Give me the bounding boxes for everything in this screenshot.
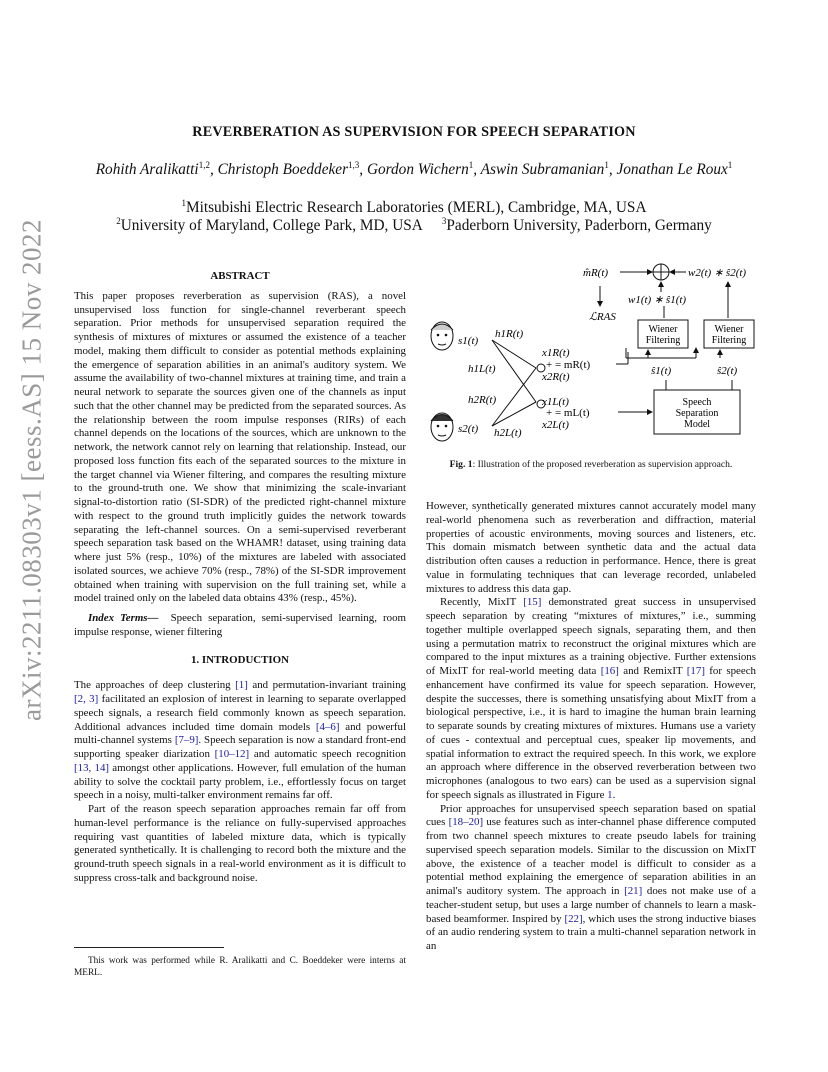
author-affil-sup: 1,3 (348, 160, 360, 170)
svg-text:Wiener: Wiener (648, 324, 678, 335)
label-h1L: h1L(t) (468, 363, 496, 375)
affil-sup: 3 (441, 216, 447, 226)
right-paragraph-2: Recently, MixIT [15] demonstrated great success in unsupervised speech separation by creating “mixtures of mixtures,” i.e., summing together multiple overlapped speech signals, separating them, and then using a permutation matrix to reconstruct the original mixtures which are compared to the input mixtures as a training objective. Further extensions of MixIT for real-world meeting data [16] and RemixIT [17] for speech enhancement have confirmed its value for speech separation. However, despite the successes, there is something unsatisfying about MixIT from a biological perspective, i.e., it is hard to imagine the human brain learning to separate sounds by creating mixtures of mixtures. Humans use a variety of cues - contextual and perceptual cues, speaker lip movements, and spatial information to extract the required speech. In this work, we explore an approach where difference in the observed reverberation between two microphones (analogous to two ears) can be used as a supervision signal for speech signals as illustrated in Figure 1. (426, 596, 756, 801)
author-name: Gordon Wichern (366, 161, 469, 179)
intro-heading: 1. INTRODUCTION (190, 653, 290, 666)
affiliation: Mitsubishi Electric Research Laboratories (MERL), Cambridge, MA, USA (185, 199, 647, 217)
affiliation-line-2 (0, 216, 828, 235)
affil-sup: 1 (181, 198, 186, 208)
label-w2s2: w2(t) ∗ ŝ2(t) (688, 267, 747, 279)
svg-text:Wiener: Wiener (714, 324, 744, 335)
footnote-rule (74, 947, 224, 948)
citation-link[interactable]: [17] (686, 665, 705, 677)
label-mhat-r: m̂R(t) (583, 267, 609, 279)
figure-1-diagram (420, 262, 765, 452)
citation-link[interactable]: [15] (523, 596, 542, 609)
author-list: Rohith Aralikatti$^{1,2}$, Christoph Boeddeker$^{1,3}$, Gordon Wichern$^1$, Aswin Subramanian$^1$, Jonathan Le Roux$^1$ (95, 160, 733, 179)
citation-link[interactable]: [22] (564, 912, 583, 925)
label-w1s1: w1(t) ∗ ŝ1(t) (628, 294, 687, 306)
intro-paragraph-2: Part of the reason speech separation approaches remain far off from human-level performance is the reliance on fully-supervised approaches requiring vast quantities of labeled mixture data, which is typically generated synthetically. It is challenging to record both the mixture and the ground-truth speech signals in a real-world environment as it is difficult to suppress cross-talk and background noise. (74, 803, 406, 884)
label-h2L: h2L(t) (494, 427, 522, 439)
label-h2R: h2R(t) (468, 394, 497, 406)
index-terms-text: Speech separation, semi-supervised learning, room impulse response, wiener filtering (74, 612, 406, 638)
citation-link[interactable]: [4–6] (315, 720, 340, 733)
affiliation: Paderborn University, Paderborn, Germany (446, 217, 712, 235)
label-s1: s1(t) (458, 335, 479, 347)
svg-text:Filtering: Filtering (645, 335, 681, 346)
label-mL-eq: + = mL(t) (546, 407, 590, 419)
svg-text:Model: Model (683, 419, 711, 430)
right-paragraph-3: Prior approaches for unsupervised speech separation based on spatial cues [18–20] use features such as inter-channel phase difference computed from two channel speech mixtures to create pseudo labels for training supervised speech separation models. Similar to the discussion on MixIT above, the existence of a teacher model is difficult to consider as a potential method explaining the emergence of separation abilities in an animal's auditory system. The approach in [21] does not make use of a teacher-student setup, but uses a large number of channels to learn a mask-based beamformer. Inspired by [22], which uses the strong inductive biases of an audio rendering system to train a multi-channel separation network in an (426, 802, 757, 952)
index-terms-label: Index Terms— (88, 612, 159, 624)
citation-link[interactable]: [10–12] (214, 748, 250, 760)
abstract-text: This paper proposes reverberation as supervision (RAS), a novel unsupervised loss function for single-channel reverberant speech separation. Prior methods for unsupervised separation required the synthesis of mixtures of mixtures or assumed the existence of a teacher model, making them difficult to consider as potential methods explaining the emergence of separation abilities in an animal's auditory system. We assume the availability of two-channel mixtures at training time, and train a neural network to separate the sources given one of the channels as input such that the other channel may be predicted from the separated sources. As the relationship between the room impulse responses (RIRs) of each channel depends on the locations of the sources, which are unknown to the network, the network cannot rely on learning that relationship. Instead, our proposed loss function fits each of the separated sources to the mixture in the target channel via Wiener filtering, and compares the resulting mixture to the ground-truth one. We show that minimizing the scale-invariant signal-to-distortion ratio (SI-SDR) of the predicted right-channel mixture with respect to the ground truth implicitly guides the network towards separating the left-channel sources. On a semi-supervised reverberant speech separation task based on the WHAMR! dataset, using training data where just 5% (resp., 10%) of the mixtures are labeled with associated isolated sources, we achieve 70% (resp., 78%) of the SI-SDR improvement obtained when training with supervision on the full training set, while a model trained only on the labeled data obtains 43% (resp., 45%). (74, 289, 406, 605)
author-affil-sup: 1 (727, 160, 733, 170)
affil-sup: 2 (116, 216, 121, 226)
right-column (426, 500, 756, 954)
caption-text: : Illustration of the proposed reverberation as supervision approach. (472, 459, 733, 470)
author-name: Rohith Aralikatti (95, 161, 199, 179)
svg-text:Filtering: Filtering (711, 335, 747, 346)
svg-text:Speech: Speech (682, 397, 712, 408)
citation-link[interactable]: [2, 3] (74, 693, 99, 705)
label-s2hat: ŝ2(t) (717, 365, 738, 377)
intro-paragraph-1: The approaches of deep clustering [1] and permutation-invariant training [2, 3] facilitated an explosion of interest in learning to separate overlapped speech signals, a research field commonly known as speech separation. Additional advances included time domain models [4–6] and powerful multi-channel systems [7–9]. Speech separation is now a standard front-end supporting speaker diarization [10–12] and automatic speech recognition [13, 14] amongst other applications. However, full emulation of the human ability to solve the cocktail party problem, i.e., effortlessly focus on target speech in a noisy, multi-talker environment remains far off. (74, 679, 407, 802)
label-x2L: x2L(t) (542, 419, 569, 431)
svg-text:Separation: Separation (675, 408, 719, 419)
author-name: Jonathan Le Roux (616, 161, 728, 179)
footnote: This work was performed while R. Aralikatti and C. Boeddeker were interns at MERL. (74, 956, 406, 978)
citation-link[interactable]: [21] (624, 885, 643, 897)
affiliation-line-1 (0, 198, 828, 217)
citation-link[interactable]: [13, 14] (74, 761, 110, 774)
speaker-1-face-icon (431, 322, 453, 350)
citation-link[interactable]: [1] (235, 679, 248, 692)
citation-link[interactable]: [7–9] (174, 734, 199, 747)
author-name: Aswin Subramanian (480, 161, 605, 179)
left-column (74, 270, 406, 886)
right-paragraph-1: However, synthetically generated mixtures cannot accurately model many real-world phenomena such as reverberation and diffraction, material properties of acoustic environments, moving sources and listeners, etc. This domain mismatch between synthetic data and the actual data distribution often causes a reduction in performance. Hence, there is great value in formulating techniques that can leverage recorded, unlabeled mixtures to address this data gap. (426, 500, 756, 595)
author-affil-sup: 1 (468, 160, 474, 170)
affiliation: University of Maryland, College Park, MD, USA (120, 217, 423, 235)
arxiv-identifier: arXiv:2211.08303v1 [eess.AS] 15 Nov 2022 (16, 219, 47, 721)
citation-link[interactable]: [16] (600, 665, 619, 677)
label-x1R: x1R(t) (542, 347, 570, 359)
label-s1hat: ŝ1(t) (651, 365, 672, 377)
label-s2: s2(t) (458, 423, 479, 435)
citation-link[interactable]: [18–20] (448, 816, 484, 829)
label-loss: ℒRAS (589, 311, 616, 323)
caption-label: Fig. 1 (449, 459, 473, 470)
author-name: Christoph Boeddeker (217, 161, 349, 179)
label-h1R: h1R(t) (495, 328, 524, 340)
label-x2R: x2R(t) (542, 371, 570, 383)
label-mR-eq: + = mR(t) (546, 359, 591, 371)
abstract-heading: ABSTRACT (210, 270, 270, 282)
author-affil-sup: 1 (604, 160, 609, 170)
label-x1L: x1L(t) (542, 396, 569, 408)
figure-caption (426, 459, 756, 470)
figure-reference-link[interactable]: 1 (607, 788, 613, 801)
index-terms (74, 612, 406, 640)
paper-title: REVERBERATION AS SUPERVISION FOR SPEECH SEPARATION (192, 124, 636, 140)
speaker-2-face-icon (431, 413, 453, 441)
author-affil-sup: 1,2 (198, 160, 210, 170)
